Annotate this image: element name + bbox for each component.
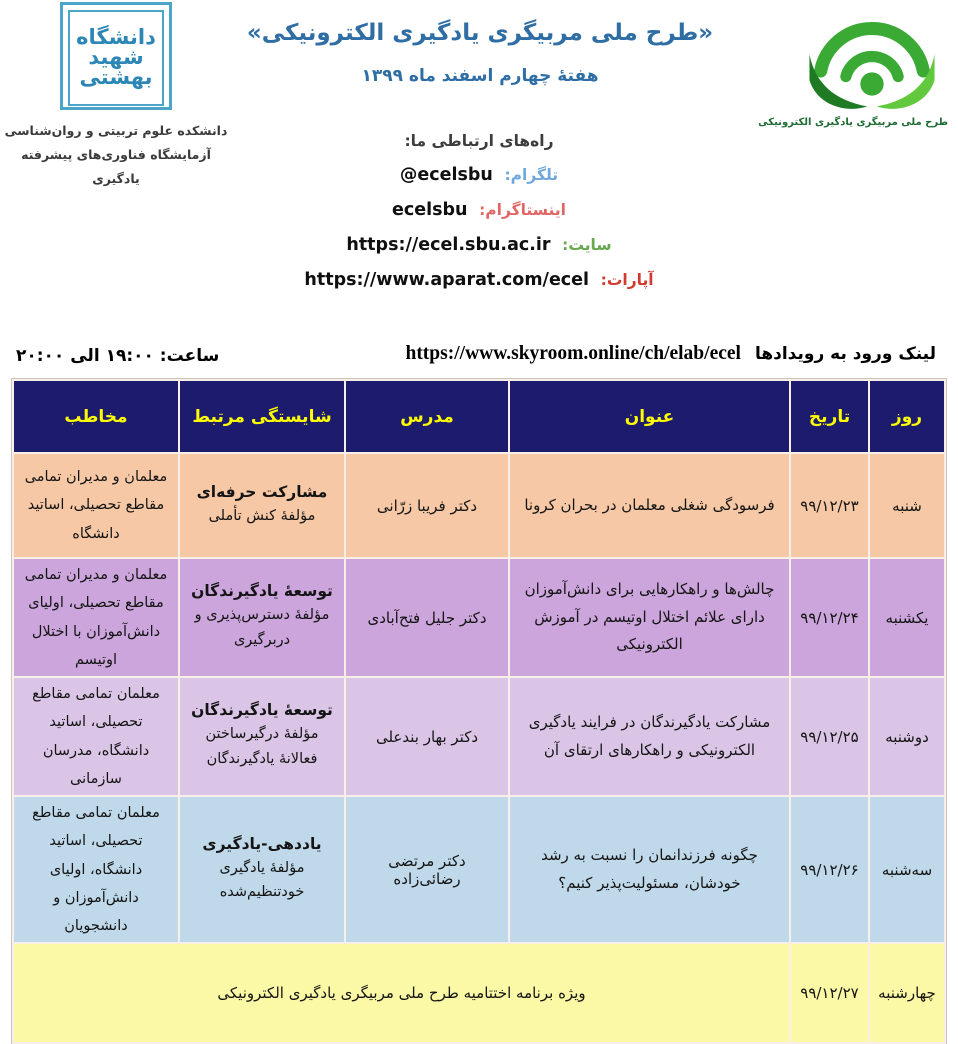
session-time: ساعت: ۱۹:۰۰ الی ۲۰:۰۰ — [16, 346, 220, 366]
cell-instructor: دکتر مرتضی رضائی‌زاده — [345, 796, 509, 943]
university-logo-word: شهید — [88, 45, 144, 70]
col-header-instructor: مدرس — [345, 380, 509, 453]
instagram-label: اینستاگرام: — [479, 201, 566, 219]
table-row — [13, 453, 945, 558]
cell-audience: معلمان تمامی مقاطع تحصیلی، اساتید دانشگاه، مدرسان سازمانی — [13, 677, 179, 796]
session-link-row — [405, 343, 936, 365]
cell-date: ۹۹/۱۲/۲۷ — [790, 943, 869, 1043]
cell-instructor: دکتر بهار بندعلی — [345, 677, 509, 796]
program-logo-block — [758, 0, 948, 128]
cell-date: ۹۹/۱۲/۲۴ — [790, 558, 869, 677]
university-logo — [60, 2, 172, 110]
aparat-label: آپارات: — [600, 271, 654, 289]
competency-name: مشارکت حرفه‌ای — [196, 482, 328, 501]
contact-line-website — [0, 235, 958, 255]
contact-block — [0, 132, 958, 290]
page-subtitle: هفتۀ چهارم اسفند ماه ۱۳۹۹ — [361, 66, 599, 86]
faculty-caption: دانشکده علوم تربیتی و روان‌شناسی — [4, 123, 228, 138]
table-row — [13, 677, 945, 796]
university-logo-word: بهشتی — [79, 64, 153, 89]
cell-date: ۹۹/۱۲/۲۶ — [790, 796, 869, 943]
session-link-label: لینک ورود به رویدادها — [754, 344, 936, 364]
cell-day: چهارشنبه — [869, 943, 945, 1043]
table-row — [13, 796, 945, 943]
competency-name: توسعۀ یادگیرندگان — [191, 701, 333, 720]
col-header-day: روز — [869, 380, 945, 453]
schedule-table — [12, 379, 946, 1044]
cell-instructor: دکتر جلیل فتح‌آبادی — [345, 558, 509, 677]
table-closing-row — [13, 943, 945, 1043]
cell-instructor: دکتر فریبا زرّانی — [345, 453, 509, 558]
contact-heading: راه‌های ارتباطی ما: — [404, 132, 554, 150]
contact-line-instagram — [0, 200, 958, 220]
col-header-title: عنوان — [509, 380, 790, 453]
competency-detail: مؤلفۀ دسترس‌پذیری و دربرگیری — [194, 607, 330, 649]
contact-line-aparat — [0, 270, 958, 290]
aparat-link[interactable]: https://www.aparat.com/ecel — [304, 270, 590, 290]
title-block — [234, 20, 726, 86]
page-title: «طرح ملی مربیگری یادگیری الکترونیکی» — [246, 20, 714, 46]
cell-day: دوشنبه — [869, 677, 945, 796]
contact-line-telegram — [0, 165, 958, 185]
cell-competency — [179, 453, 345, 558]
table-row — [13, 558, 945, 677]
col-header-competency: شایستگی مرتبط — [179, 380, 345, 453]
competency-name: توسعۀ یادگیرندگان — [191, 582, 333, 601]
cell-audience: معلمان و مدیران تمامی مقاطع تحصیلی، اولیای دانش‌آموزان با اختلال اوتیسم — [13, 558, 179, 677]
cell-title: چالش‌ها و راهکارهایی برای دانش‌آموزان دارای علائم اختلال اوتیسم در آموزش الکترونیکی — [509, 558, 790, 677]
telegram-handle: @ecelsbu — [399, 165, 493, 185]
cell-competency — [179, 677, 345, 796]
cell-title: فرسودگی شغلی معلمان در بحران کرونا — [509, 453, 790, 558]
program-logo-caption: طرح ملی مربیگری یادگیری الکترونیکی — [758, 117, 948, 128]
cell-day: شنبه — [869, 453, 945, 558]
cell-title: مشارکت یادگیرندگان در فرایند یادگیری الکترونیکی و راهکارهای ارتقای آن — [509, 677, 790, 796]
competency-detail: مؤلفۀ کنش تأملی — [208, 507, 316, 524]
program-logo-icon — [802, 0, 942, 112]
cell-competency — [179, 796, 345, 943]
cell-audience: معلمان و مدیران تمامی مقاطع تحصیلی، اساتید دانشگاه — [13, 453, 179, 558]
cell-day: یکشنبه — [869, 558, 945, 677]
cell-closing-note: ویژه برنامه اختتامیه طرح ملی مربیگری یادگیری الکترونیکی — [13, 943, 790, 1043]
table-header-row — [13, 380, 945, 453]
telegram-label: تلگرام: — [504, 166, 559, 184]
competency-detail: مؤلفۀ یادگیری خودتنظیم‌شده — [219, 859, 305, 901]
instagram-handle: ecelsbu — [391, 200, 468, 220]
website-label: سایت: — [562, 236, 612, 254]
university-logo-word: دانشگاه — [76, 25, 156, 50]
university-logo-calligraphy — [68, 10, 164, 106]
cell-date: ۹۹/۱۲/۲۵ — [790, 677, 869, 796]
lab-caption: آزمایشگاه فناوری‌های پیشرفته یادگیری — [21, 146, 211, 186]
website-link[interactable]: https://ecel.sbu.ac.ir — [346, 235, 551, 255]
cell-date: ۹۹/۱۲/۲۳ — [790, 453, 869, 558]
competency-name: یاددهی-یادگیری — [202, 834, 322, 853]
cell-title: چگونه فرزندانمان را نسبت به رشد خودشان، مسئولیت‌پذیر کنیم؟ — [509, 796, 790, 943]
cell-day: سه‌شنبه — [869, 796, 945, 943]
col-header-date: تاریخ — [790, 380, 869, 453]
skyroom-link[interactable]: https://www.skyroom.online/ch/elab/ecel — [405, 343, 741, 364]
cell-competency — [179, 558, 345, 677]
col-header-audience: مخاطب — [13, 380, 179, 453]
cell-audience: معلمان تمامی مقاطع تحصیلی، اساتید دانشگاه، اولیای دانش‌آموزان و دانشجویان — [13, 796, 179, 943]
competency-detail: مؤلفۀ درگیرساختن فعالانۀ یادگیرندگان — [205, 726, 319, 768]
